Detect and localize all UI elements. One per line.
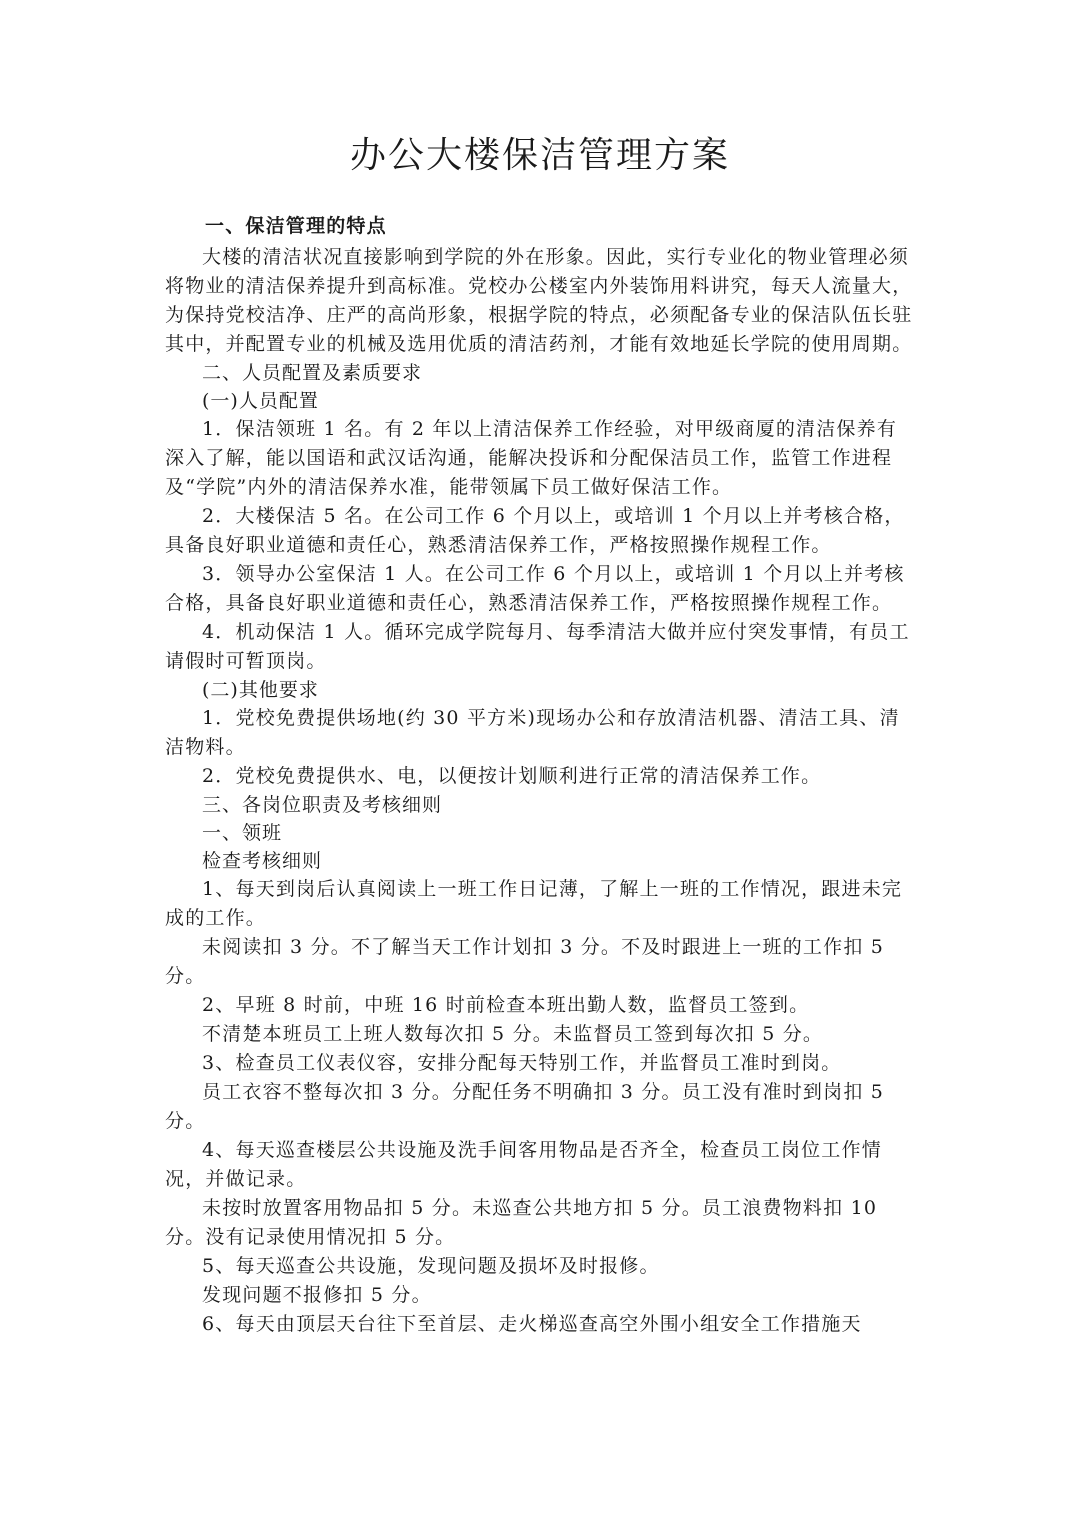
- rule-penalty: 不清楚本班员工上班人数每次扣 5 分。未监督员工签到每次扣 5 分。: [202, 1023, 824, 1045]
- rule-item: 2、早班 8 时前，中班 16 时前检查本班出勤人数，监督员工签到。: [202, 994, 810, 1016]
- rule-item: 3、检查员工仪表仪容，安排分配每天特别工作，并监督员工准时到岗。: [202, 1052, 842, 1074]
- list-item: 2．大楼保洁 5 名。在公司工作 6 个月以上，或培训 1 个月以上并考核合格，具备良好职业道德和责任心，熟悉清洁保养工作，严格按照操作规程工作。: [165, 505, 905, 556]
- section-heading-1: 一、保洁管理的特点: [205, 215, 387, 237]
- rule-penalty: 未阅读扣 3 分。不了解当天工作计划扣 3 分。不及时跟进上一班的工作扣 5 分。: [165, 936, 892, 987]
- rule-penalty: 未按时放置客用物品扣 5 分。未巡查公共地方扣 5 分。员工浪费物料扣 10 分。没有记录使用情况扣 5 分。: [165, 1197, 885, 1248]
- rule-penalty: 员工衣容不整每次扣 3 分。分配任务不明确扣 3 分。员工没有准时到岗扣 5 分。: [165, 1081, 892, 1132]
- rule-item: 5、每天巡查公共设施，发现问题及损坏及时报修。: [202, 1255, 660, 1277]
- subsection-heading: (一)人员配置: [202, 390, 319, 412]
- rule-penalty: 发现问题不报修扣 5 分。: [202, 1284, 432, 1306]
- section-heading-3: 三、各岗位职责及考核细则: [202, 794, 443, 816]
- list-item: 3．领导办公室保洁 1 人。在公司工作 6 个月以上，或培训 1 个月以上并考核合格，具备良好职业道德和责任心，熟悉清洁保养工作，严格按照操作规程工作。: [165, 563, 905, 614]
- list-item: 4．机动保洁 1 人。循环完成学院每月、每季清洁大做并应付突发事情，有员工请假时可暂顶岗。: [165, 621, 910, 672]
- subsection-heading: 一、领班: [202, 822, 283, 844]
- rule-item: 4、每天巡查楼层公共设施及洗手间客用物品是否齐全，检查员工岗位工作情况，并做记录。: [165, 1139, 882, 1190]
- subsection-title: 检查考核细则: [202, 850, 323, 872]
- document-body: [165, 212, 917, 1339]
- rule-item: 1、每天到岗后认真阅读上一班工作日记薄，了解上一班的工作情况，跟进未完成的工作。: [165, 878, 903, 929]
- list-item: 1．保洁领班 1 名。有 2 年以上清洁保养工作经验，对甲级商厦的清洁保养有深入了解，能以国语和武汉话沟通，能解决投诉和分配保洁员工作，监管工作进程及“学院”内外的清洁保养水准，能带领属下员工做好保洁工作。: [165, 418, 898, 498]
- subsection-heading: (二)其他要求: [202, 679, 319, 701]
- list-item: 2．党校免费提供水、电，以便按计划顺利进行正常的清洁保养工作。: [202, 765, 822, 787]
- list-item: 1．党校免费提供场地(约 30 平方米)现场办公和存放清洁机器、清洁工具、清洁物料。: [165, 707, 900, 758]
- section-heading-2: 二、人员配置及素质要求: [202, 362, 423, 384]
- page-title: 办公大楼保洁管理方案: [349, 135, 730, 176]
- paragraph: 大楼的清洁状况直接影响到学院的外在形象。因此，实行专业化的物业管理必须将物业的清洁保养提升到高标准。党校办公楼室内外装饰用料讲究，每天人流量大，为保持党校洁净、庄严的高尚形象，根据学院的特点，必须配备专业的保洁队伍长驻其中，并配置专业的机械及选用优质的清洁药剂，才能有效地延长学院的使用周期。: [165, 246, 913, 355]
- rule-item: 6、每天由顶层天台往下至首层、走火梯巡查高空外围小组安全工作措施天: [202, 1313, 862, 1335]
